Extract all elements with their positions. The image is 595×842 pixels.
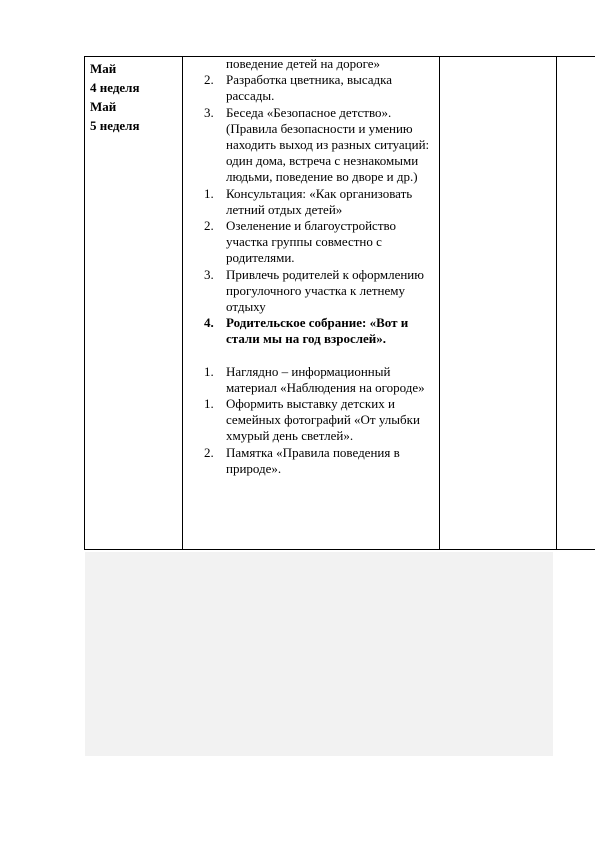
- item-number: 2.: [204, 444, 214, 460]
- list-item: [204, 186, 434, 218]
- item-text: Памятка «Правила поведения в природе».: [226, 444, 400, 476]
- table-left-border: [84, 56, 85, 550]
- list-item: [204, 445, 434, 477]
- item-number: 3.: [204, 104, 214, 120]
- column-divider-3: [556, 56, 557, 550]
- item-number: 1.: [204, 396, 214, 412]
- list-item: [204, 267, 434, 316]
- item-number: 2.: [204, 72, 214, 88]
- activities-column: [204, 56, 434, 477]
- list-item: [204, 72, 434, 104]
- week-label: 5 неделя: [90, 118, 140, 133]
- item-text: Родительское собрание: «Вот и стали мы на год взрослей».: [226, 315, 409, 347]
- grey-block: [85, 552, 553, 756]
- month-label: Май: [90, 61, 117, 76]
- item-text: Беседа «Безопасное детство». (Правила безопасности и умению находить выход из разных ситуаций: один дома, встреча с незнакомыми людьми, поведение во дворе и др.): [226, 104, 430, 185]
- list-item-bold: [204, 315, 434, 347]
- list-item: [204, 396, 434, 445]
- item-text: Консультация: «Как организовать летний отдых детей»: [226, 185, 413, 217]
- item-text: Озеленение и благоустройство участка группы совместно с родителями.: [226, 218, 397, 266]
- item-text: Привлечь родителей к оформлению прогулочного участка к летнему отдыху: [226, 266, 424, 315]
- week-column: [90, 59, 140, 135]
- spacer: [204, 348, 434, 364]
- item-number: 1.: [204, 185, 214, 201]
- list-item: [204, 218, 434, 267]
- table-bottom-border: [84, 549, 595, 550]
- item-number: 1.: [204, 363, 214, 379]
- item-text: Наглядно – информационный материал «Наблюдения на огороде»: [226, 363, 425, 395]
- item-number: 4.: [204, 315, 214, 331]
- item-text: Разработка цветника, высадка рассады.: [226, 72, 393, 104]
- list-item: [204, 364, 434, 396]
- item-number: 3.: [204, 266, 214, 282]
- list-item: [204, 105, 434, 186]
- list-item-continuation: поведение детей на дороге»: [226, 56, 381, 71]
- item-text: Оформить выставку детских и семейных фотографий «От улыбки хмурый день светлей».: [226, 396, 420, 444]
- column-divider-2: [439, 56, 440, 550]
- month-label: Май: [90, 99, 117, 114]
- column-divider-1: [182, 56, 183, 550]
- plan-table: [84, 56, 595, 549]
- week-label: 4 неделя: [90, 80, 140, 95]
- item-number: 2.: [204, 218, 214, 234]
